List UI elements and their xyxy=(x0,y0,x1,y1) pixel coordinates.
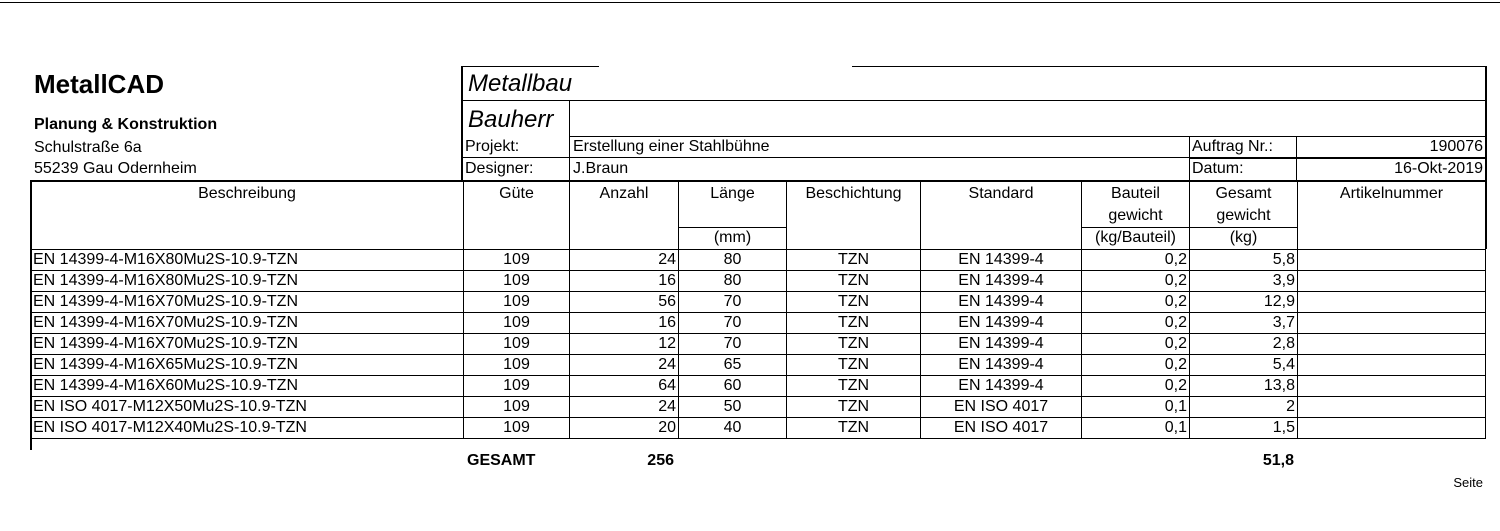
company-name: MetallCAD xyxy=(34,69,165,99)
cell-gesamt-gewicht: 1,5 xyxy=(1190,418,1298,439)
bauherr-divider xyxy=(569,101,570,137)
cell-beschreibung: EN 14399-4-M16X70Mu2S-10.9-TZN xyxy=(31,334,464,355)
designer-label: Designer: xyxy=(465,160,534,177)
col-guete: Güte xyxy=(499,185,534,202)
company-tagline: Planung & Konstruktion xyxy=(34,116,218,133)
cell-anzahl: 16 xyxy=(570,313,679,334)
cell-standard: EN 14399-4 xyxy=(921,334,1082,355)
cell-bauteil-gewicht: 0,2 xyxy=(1082,334,1190,355)
cell-beschreibung: EN 14399-4-M16X70Mu2S-10.9-TZN xyxy=(31,313,464,334)
table-row xyxy=(31,355,1486,376)
auftrag-divider-left xyxy=(1189,137,1190,181)
table-row xyxy=(31,250,1486,271)
col-beschichtung: Beschichtung xyxy=(805,185,902,202)
table-row xyxy=(31,271,1486,292)
cell-bauteil-gewicht: 0,1 xyxy=(1082,397,1190,418)
cell-artikelnummer xyxy=(1298,355,1486,376)
cell-artikelnummer xyxy=(1298,292,1486,313)
total-anzahl: 256 xyxy=(647,452,674,469)
cell-laenge: 65 xyxy=(679,355,787,376)
col-anzahl: Anzahl xyxy=(599,185,649,202)
header-left-border xyxy=(461,66,463,180)
cell-bauteil-gewicht: 0,2 xyxy=(1082,355,1190,376)
company-city: 55239 Gau Odernheim xyxy=(34,160,197,177)
cell-standard: EN 14399-4 xyxy=(921,376,1082,397)
page-top-rule xyxy=(0,2,1500,3)
cell-beschichtung: TZN xyxy=(787,292,921,313)
projekt-label: Projekt: xyxy=(465,138,520,155)
col-beschreibung: Beschreibung xyxy=(198,185,296,202)
cell-guete: 109 xyxy=(464,418,570,439)
cell-guete: 109 xyxy=(464,334,570,355)
metallbau-bottom-rule xyxy=(461,100,1486,101)
cell-beschichtung: TZN xyxy=(787,418,921,439)
parts-table xyxy=(30,249,1486,439)
table-top-rule xyxy=(30,180,1486,182)
table-row xyxy=(31,292,1486,313)
cell-beschichtung: TZN xyxy=(787,250,921,271)
cell-laenge: 80 xyxy=(679,271,787,292)
cell-gesamt-gewicht: 5,8 xyxy=(1190,250,1298,271)
page-label: Seite xyxy=(1453,475,1483,490)
cell-anzahl: 24 xyxy=(570,397,679,418)
col-laenge: Länge xyxy=(710,185,755,202)
cell-anzahl: 20 xyxy=(570,418,679,439)
cell-standard: EN 14399-4 xyxy=(921,355,1082,376)
cell-gesamt-gewicht: 2 xyxy=(1190,397,1298,418)
cell-guete: 109 xyxy=(464,313,570,334)
cell-beschichtung: TZN xyxy=(787,271,921,292)
cell-bauteil-gewicht: 0,2 xyxy=(1082,250,1190,271)
cell-guete: 109 xyxy=(464,271,570,292)
cell-guete: 109 xyxy=(464,292,570,313)
cell-artikelnummer xyxy=(1298,397,1486,418)
col-bauteil-2: gewicht xyxy=(1108,207,1163,224)
col-bauteil-unit: (kg/Bauteil) xyxy=(1095,229,1176,246)
cell-guete: 109 xyxy=(464,250,570,271)
table-row xyxy=(31,397,1486,418)
cell-gesamt-gewicht: 3,7 xyxy=(1190,313,1298,334)
designer-bottom-rule xyxy=(1190,158,1486,159)
cell-bauteil-gewicht: 0,2 xyxy=(1082,292,1190,313)
col-gesamt-2: gewicht xyxy=(1216,207,1271,224)
cell-beschichtung: TZN xyxy=(787,313,921,334)
table-row xyxy=(31,376,1486,397)
cell-beschreibung: EN 14399-4-M16X70Mu2S-10.9-TZN xyxy=(31,292,464,313)
cell-anzahl: 56 xyxy=(570,292,679,313)
datum-value: 16-Okt-2019 xyxy=(1394,160,1483,177)
cell-beschichtung: TZN xyxy=(787,334,921,355)
cell-gesamt-gewicht: 2,8 xyxy=(1190,334,1298,355)
total-label: GESAMT xyxy=(467,452,536,469)
cell-beschichtung: TZN xyxy=(787,355,921,376)
cell-anzahl: 24 xyxy=(570,355,679,376)
cell-bauteil-gewicht: 0,2 xyxy=(1082,271,1190,292)
bauherr-label: Bauherr xyxy=(468,106,554,133)
cell-guete: 109 xyxy=(464,376,570,397)
header-right-border xyxy=(1485,66,1487,249)
cell-anzahl: 12 xyxy=(570,334,679,355)
cell-anzahl: 16 xyxy=(570,271,679,292)
metallbau-top-rule-left xyxy=(461,66,599,67)
table-row xyxy=(31,418,1486,439)
cell-beschichtung: TZN xyxy=(787,376,921,397)
col-standard: Standard xyxy=(968,185,1034,202)
cell-beschreibung: EN 14399-4-M16X65Mu2S-10.9-TZN xyxy=(31,355,464,376)
cell-laenge: 50 xyxy=(679,397,787,418)
cell-gesamt-gewicht: 13,8 xyxy=(1190,376,1298,397)
cell-beschreibung: EN 14399-4-M16X60Mu2S-10.9-TZN xyxy=(31,376,464,397)
cell-artikelnummer xyxy=(1298,418,1486,439)
cell-beschreibung: EN 14399-4-M16X80Mu2S-10.9-TZN xyxy=(31,271,464,292)
cell-standard: EN ISO 4017 xyxy=(921,397,1082,418)
cell-bauteil-gewicht: 0,2 xyxy=(1082,376,1190,397)
datum-label: Datum: xyxy=(1192,160,1244,177)
cell-beschichtung: TZN xyxy=(787,397,921,418)
cell-guete: 109 xyxy=(464,397,570,418)
cell-gesamt-gewicht: 12,9 xyxy=(1190,292,1298,313)
cell-laenge: 70 xyxy=(679,334,787,355)
cell-gesamt-gewicht: 5,4 xyxy=(1190,355,1298,376)
company-street: Schulstraße 6a xyxy=(34,139,142,156)
cell-laenge: 80 xyxy=(679,250,787,271)
designer-value: J.Braun xyxy=(573,160,629,177)
col-gesamt-1: Gesamt xyxy=(1215,185,1272,202)
cell-standard: EN 14399-4 xyxy=(921,313,1082,334)
cell-artikelnummer xyxy=(1298,376,1486,397)
cell-artikelnummer xyxy=(1298,334,1486,355)
total-gesamt: 51,8 xyxy=(1262,452,1294,469)
cell-bauteil-gewicht: 0,2 xyxy=(1082,313,1190,334)
cell-guete: 109 xyxy=(464,355,570,376)
cell-artikelnummer xyxy=(1298,313,1486,334)
cell-anzahl: 64 xyxy=(570,376,679,397)
cell-standard: EN ISO 4017 xyxy=(921,418,1082,439)
label-divider xyxy=(569,137,570,181)
cell-laenge: 60 xyxy=(679,376,787,397)
cell-standard: EN 14399-4 xyxy=(921,250,1082,271)
cell-laenge: 70 xyxy=(679,313,787,334)
auftrag-label: Auftrag Nr.: xyxy=(1192,138,1273,155)
cell-beschreibung: EN ISO 4017-M12X50Mu2S-10.9-TZN xyxy=(31,397,464,418)
bauherr-bottom-rule xyxy=(570,136,1486,137)
cell-beschreibung: EN 14399-4-M16X80Mu2S-10.9-TZN xyxy=(31,250,464,271)
table-row xyxy=(31,313,1486,334)
cell-laenge: 40 xyxy=(679,418,787,439)
col-artikelnummer: Artikelnummer xyxy=(1339,185,1444,202)
cell-laenge: 70 xyxy=(679,292,787,313)
cell-gesamt-gewicht: 3,9 xyxy=(1190,271,1298,292)
cell-standard: EN 14399-4 xyxy=(921,271,1082,292)
cell-artikelnummer xyxy=(1298,250,1486,271)
col-laenge-unit: (mm) xyxy=(713,229,752,246)
projekt-value: Erstellung einer Stahlbühne xyxy=(573,138,770,155)
col-bauteil-1: Bauteil xyxy=(1111,185,1160,202)
cell-anzahl: 24 xyxy=(570,250,679,271)
metallbau-top-rule-right xyxy=(852,66,1486,67)
table-row xyxy=(31,334,1486,355)
auftrag-value: 190076 xyxy=(1429,138,1483,155)
cell-beschreibung: EN ISO 4017-M12X40Mu2S-10.9-TZN xyxy=(31,418,464,439)
cell-artikelnummer xyxy=(1298,271,1486,292)
cell-bauteil-gewicht: 0,1 xyxy=(1082,418,1190,439)
metallbau-label: Metallbau xyxy=(468,70,573,97)
col-gesamt-unit: (kg) xyxy=(1229,229,1258,246)
auftrag-divider-right xyxy=(1296,137,1297,181)
cell-standard: EN 14399-4 xyxy=(921,292,1082,313)
